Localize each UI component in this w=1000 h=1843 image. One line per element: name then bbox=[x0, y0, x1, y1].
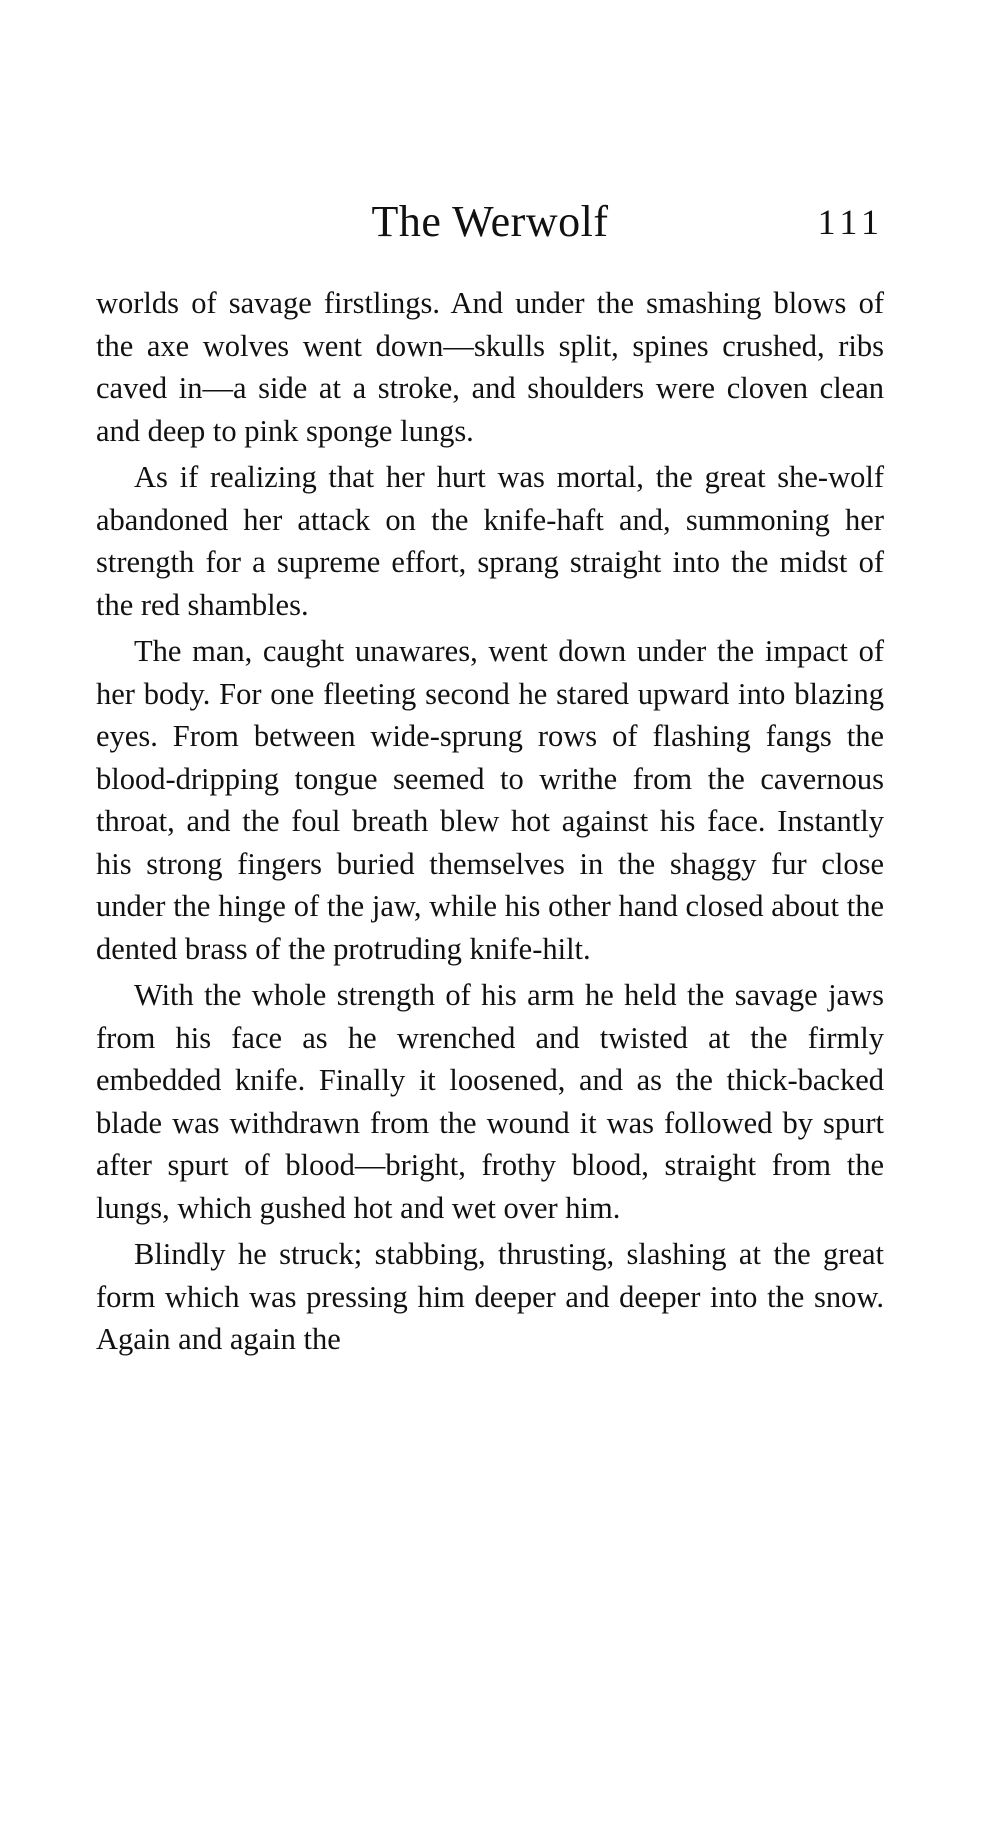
running-head bbox=[96, 192, 884, 252]
paragraph: Blindly he struck; stabbing, thrusting, slashing at the great form which was pressing him deeper and deeper into the snow. Again and again the bbox=[96, 1237, 884, 1356]
body-text bbox=[96, 282, 884, 1365]
paragraph: With the whole strength of his arm he held the savage jaws from his face as he wrenched and twisted at the firmly embedded knife. Finally it loosened, and as the thick-backed blade was withdrawn from the wound it was followed by spurt after spurt of blood—bright, frothy blood, straight from the lungs, which gushed hot and wet over him. bbox=[96, 978, 884, 1225]
paragraph: The man, caught unawares, went down under the impact of her body. For one fleeting second he stared upward into blazing eyes. From between wide-sprung rows of flashing fangs the blood-dripping tongue seemed to writhe from the cavernous throat, and the foul breath blew hot against his face. Instantly his strong fingers buried themselves in the shaggy fur close under the hinge of the jaw, while his other hand closed about the dented brass of the protruding knife-hilt. bbox=[96, 634, 884, 966]
paragraph: As if realizing that her hurt was mortal, the great she-wolf abandoned her attack on the knife-haft and, summoning her strength for a supreme effort, sprang straight into the midst of the red shambles. bbox=[96, 460, 884, 622]
paragraph-continued: worlds of savage firstlings. And under the smashing blows of the axe wolves went down—skulls split, spines crushed, ribs caved in—a side at a stroke, and shoulders were cloven clean and deep to pink sponge lungs. bbox=[96, 286, 884, 448]
chapter-title: The Werwolf bbox=[371, 197, 609, 246]
page-number: 111 bbox=[817, 202, 884, 242]
